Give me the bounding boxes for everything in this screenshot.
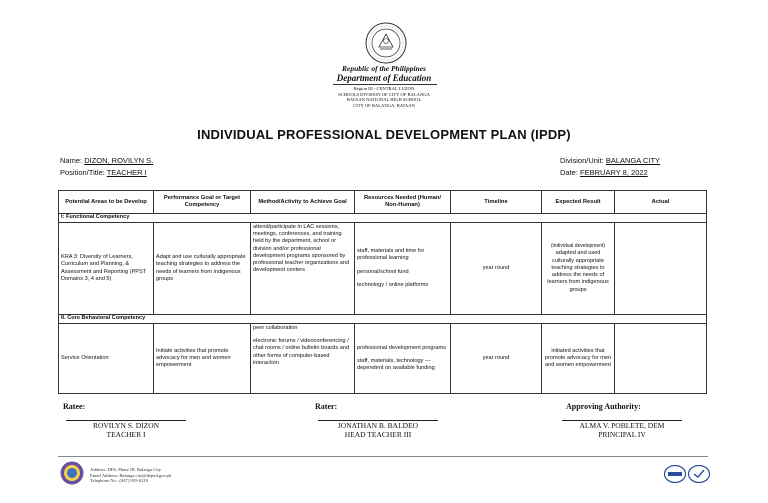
division-field xyxy=(560,156,660,165)
ratee-name: ROVILYN S. DIZON xyxy=(92,421,160,430)
deped-seal-icon xyxy=(365,22,407,64)
resource-item: technology / online platforms xyxy=(357,281,429,288)
method-item: electronic forums / videoconferencing / chat rooms / online bulletin boards and other forms of computer-based interaction xyxy=(253,338,350,366)
cell-actual xyxy=(615,324,707,394)
section-row xyxy=(59,214,707,223)
footer-telephone: Telephone No.: (047) 935-0210 xyxy=(90,478,149,484)
table-row xyxy=(59,223,707,315)
cell-area: Service Orientation xyxy=(59,324,154,394)
table-header-row xyxy=(59,191,707,214)
name-value: DIZON, ROVILYN S. xyxy=(84,156,154,165)
name-label: Name: xyxy=(60,156,83,165)
name-field xyxy=(60,156,153,165)
rater-label: Rater: xyxy=(315,402,338,411)
resource-item: professional development programs xyxy=(357,344,446,351)
cell-expected xyxy=(542,223,615,315)
header-timeline: Timeline xyxy=(451,191,542,214)
position-field xyxy=(60,168,147,177)
cell-expected: initiated activities that promote advocacy for men and women empowerment xyxy=(542,324,615,394)
section-behavioral: II. Core Behavioral Competency xyxy=(59,315,707,324)
approving-label: Approving Authority: xyxy=(566,402,641,411)
table-row xyxy=(59,324,707,394)
expected-text: adapted and used culturally appropriate teaching strategies to address the needs of learners from indigenous groups xyxy=(547,250,609,293)
rater-block xyxy=(300,421,456,439)
resource-item: staff, materials and time for professional learning xyxy=(357,248,425,262)
approving-block xyxy=(546,421,698,439)
iso-badge-icon xyxy=(664,465,686,483)
cell-actual xyxy=(615,223,707,315)
cell-method: attend/participate in LAC sessions, meetings, conferences, and training held by the department, school or division and/or professional development programs sponsored by professional teacher organizations and development centers xyxy=(251,223,355,315)
page-title: INDIVIDUAL PROFESSIONAL DEVELOPMENT PLAN (IPDP) xyxy=(197,127,571,142)
resource-item: personal/school fund xyxy=(357,268,409,275)
section-functional: I: Functional Competency xyxy=(59,214,707,223)
date-value: FEBRUARY 8, 2022 xyxy=(580,168,648,177)
approving-title: PRINCIPAL IV xyxy=(598,430,646,439)
division-value: BALANGA CITY xyxy=(605,156,661,165)
region-line: Region III - CENTRAL LUZON xyxy=(353,86,415,91)
rater-title: HEAD TEACHER III xyxy=(344,430,412,439)
department-line: Department of Education xyxy=(336,73,432,83)
school-line: BATAAN NATIONAL HIGH SCHOOL xyxy=(346,97,422,102)
division-line: SCHOOLS DIVISION OF CITY OF BALANGA xyxy=(338,91,430,97)
header-areas: Potential Areas to be Develop xyxy=(59,191,154,214)
ratee-title: TEACHER I xyxy=(106,430,146,439)
position-label: Position/Title: xyxy=(60,168,105,177)
header-method: Method/Activity to Achieve Goal xyxy=(251,191,355,214)
cell-timeline: year round xyxy=(451,223,542,315)
header-goal: Performance Goal or Target Competency xyxy=(154,191,251,214)
footer-email: Email Address: Balanga.city@deped.gov.ph xyxy=(90,472,172,478)
cell-resources xyxy=(355,223,451,315)
cell-timeline: year round xyxy=(451,324,542,394)
school-logo-icon xyxy=(60,461,84,485)
cell-area: KRA 3: Diversity of Learners, Curriculum and Planning, & Assessment and Reporting (PPST Domains 3, 4 and 5) xyxy=(59,223,154,315)
cell-goal: Adapt and use culturally appropriate teaching strategies to address the needs of learners from indigenous groups xyxy=(154,223,251,315)
ipdp-table xyxy=(58,190,707,394)
division-label: Division/Unit: xyxy=(560,156,604,165)
cell-method xyxy=(251,324,355,394)
footer-contact xyxy=(90,467,171,484)
ratee-block xyxy=(56,421,196,439)
date-field xyxy=(560,168,648,177)
approving-name: ALMA V. POBLETE, DEM xyxy=(579,421,665,430)
footer-address: Address: DFS, Phase III, Balanga City xyxy=(90,467,162,472)
header-divider xyxy=(333,84,437,85)
republic-line: Republic of the Philippines xyxy=(342,64,426,73)
expected-note: (individual development) xyxy=(550,243,606,250)
cell-resources xyxy=(355,324,451,394)
section-row xyxy=(59,315,707,324)
certification-badge-icon xyxy=(688,465,710,483)
method-item: peer collaboration xyxy=(253,325,298,331)
cell-goal: Initiate activities that promote advocacy for men and women empowerment xyxy=(154,324,251,394)
rater-name: JONATHAN B. BALDEO xyxy=(337,421,419,430)
header-actual: Actual xyxy=(615,191,707,214)
footer-divider xyxy=(58,456,708,457)
resource-item: staff, materials, technology --- dependent on available funding xyxy=(357,357,435,372)
city-line: CITY OF BALANGA, BATAAN xyxy=(353,102,415,108)
ratee-label: Ratee: xyxy=(63,402,86,411)
position-value: TEACHER I xyxy=(106,168,147,177)
date-label: Date: xyxy=(560,168,578,177)
header-expected: Expected Result xyxy=(542,191,615,214)
header-resources: Resources Needed (Human/ Non-Human) xyxy=(355,191,451,214)
